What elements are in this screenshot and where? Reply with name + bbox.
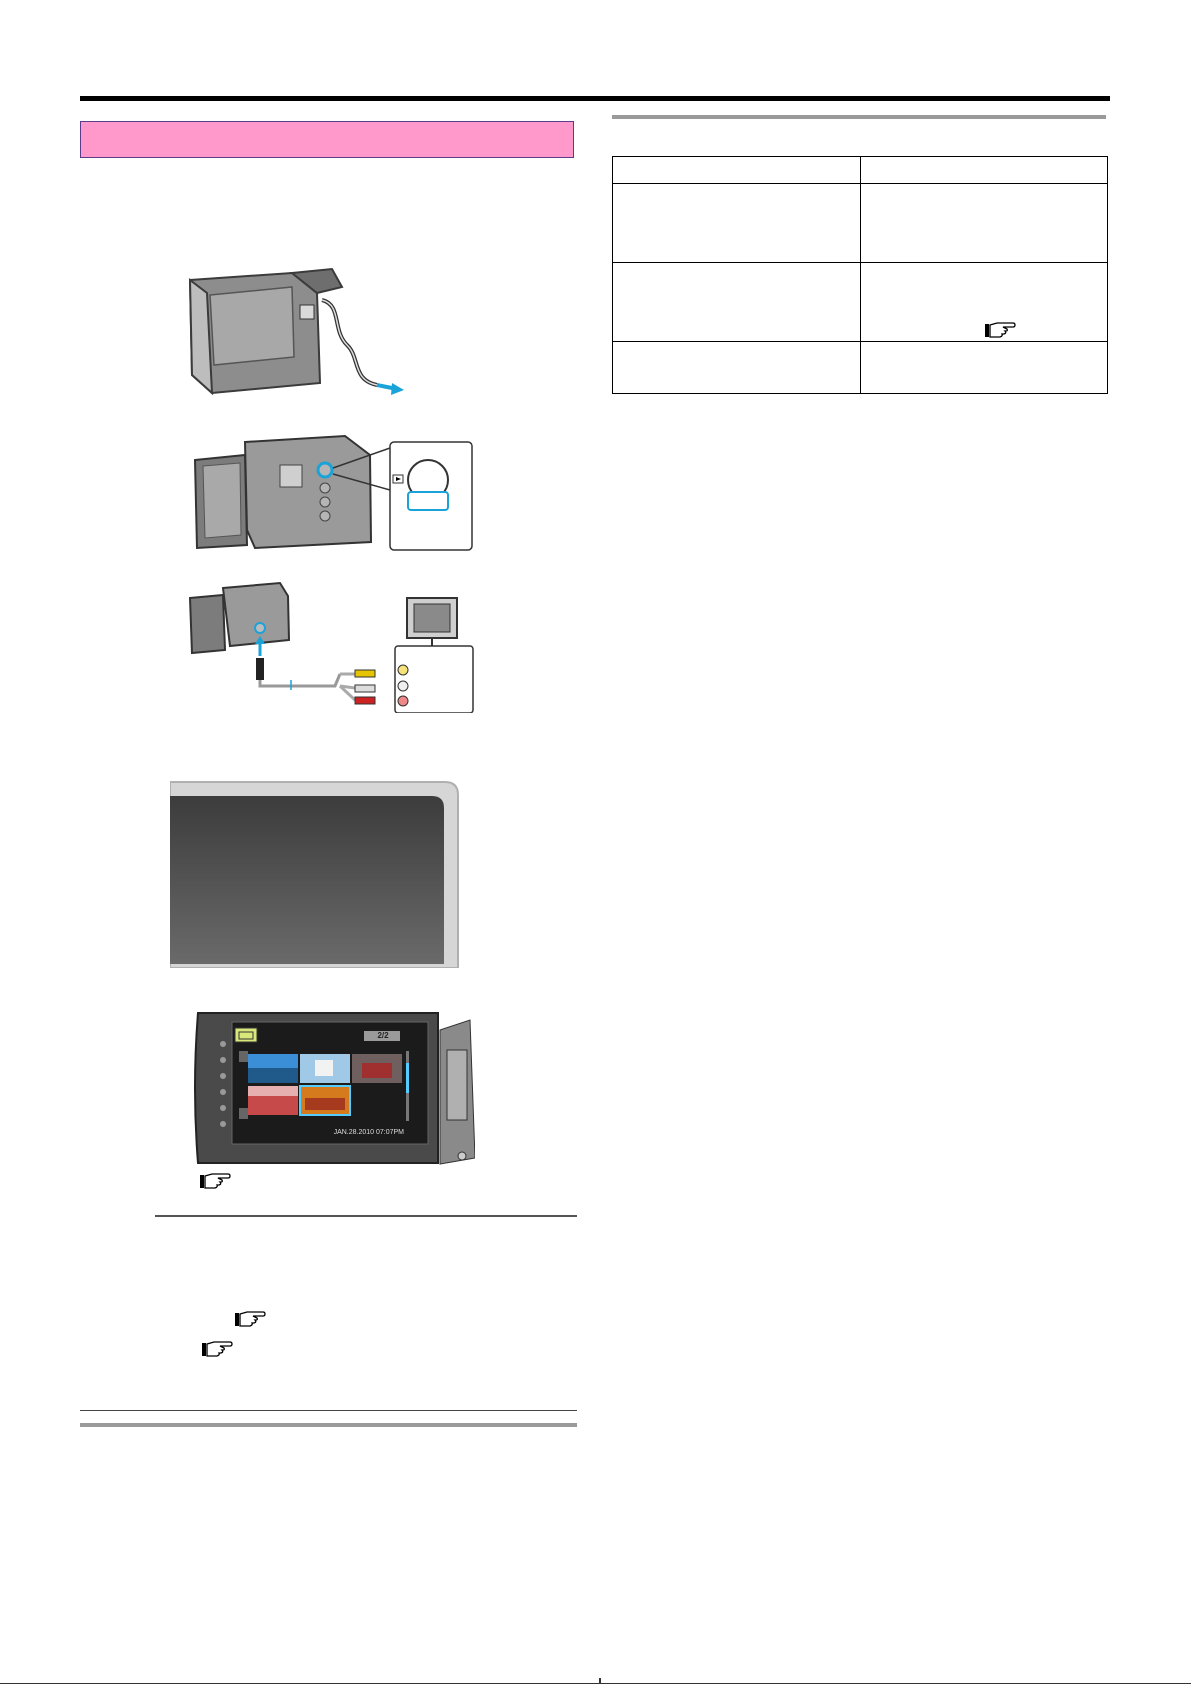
table-cell xyxy=(613,184,861,263)
page-center-mark xyxy=(599,1678,601,1683)
recording-timestamp: JAN.28.2010 07:07PM xyxy=(333,1129,404,1136)
table-header-cell xyxy=(613,157,861,184)
table-row xyxy=(613,263,1108,342)
table-cell xyxy=(861,184,1108,263)
table-row xyxy=(613,342,1108,394)
page-indicator: 2/2 xyxy=(377,1031,389,1040)
table-cell xyxy=(613,263,861,342)
section-end-rule xyxy=(80,1410,577,1411)
camera-ac-adapter-illustration xyxy=(172,265,432,405)
section-title-banner xyxy=(80,121,574,158)
camera-lcd-index-screen xyxy=(190,1008,475,1166)
table-cell xyxy=(861,263,1108,342)
pointing-hand-icon[interactable] xyxy=(198,1170,232,1192)
right-section-rule xyxy=(612,115,1106,119)
troubleshooting-table xyxy=(612,156,1108,394)
table-header-cell xyxy=(861,157,1108,184)
page-top-rule xyxy=(80,96,1110,101)
next-section-rule xyxy=(80,1423,577,1427)
table-cell xyxy=(861,342,1108,394)
camera-tv-av-cable-illustration xyxy=(185,578,475,713)
camera-lcd-frame xyxy=(190,1008,475,1166)
page-footer-rule xyxy=(0,1683,1191,1684)
tv-screen-illustration xyxy=(170,770,462,968)
pointing-hand-icon[interactable] xyxy=(200,1338,234,1360)
pointing-hand-icon[interactable] xyxy=(233,1308,267,1330)
camera-playback-button-illustration xyxy=(185,430,475,555)
table-cell xyxy=(613,342,861,394)
table-header-row xyxy=(613,157,1108,184)
pointing-hand-icon[interactable] xyxy=(983,319,1017,341)
notes-divider xyxy=(155,1215,577,1217)
table-row xyxy=(613,184,1108,263)
